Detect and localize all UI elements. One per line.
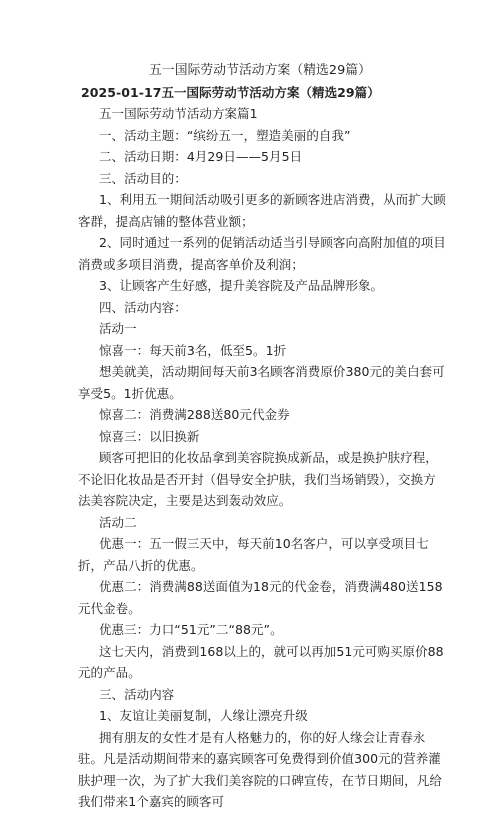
offer-three: 优惠三：力口“51元”二“88元”。	[99, 622, 283, 637]
activity-theme: 一、活动主题：“缤纷五一，塑造美丽的自我”	[99, 127, 351, 143]
friendship-detail: 拥有朋友的女性才是有人格魅力的，你的好人缘会让青春永驻。凡是活动期间带来的嘉宾顾客可免费得到价值300元的营养灌肤护理一次，为了扩大我们美容院的口碑宣传，在节日期间，凡给我们带来1个嘉宾的顾客可	[78, 729, 442, 809]
document-body	[78, 60, 448, 813]
section-three-heading: 三、活动内容	[99, 686, 175, 702]
activity-date: 二、活动日期：4月29日——5月5日	[99, 149, 303, 164]
activity-purpose-heading: 三、活动目的：	[99, 170, 187, 186]
surprise-three: 惊喜三：以旧换新	[99, 428, 200, 444]
purpose-item-2: 2、同时通过一系列的促销活动适当引导顾客向高附加值的项目消费或多项目消费，提高客单价及利润；	[78, 235, 446, 272]
surprise-two: 惊喜二：消费满288送80元代金券	[99, 407, 290, 422]
offer-one: 优惠一：五一假三天中，每天前10名客户，可以享受项目七折，产品八折的优惠。	[78, 536, 429, 573]
document-title: 五一国际劳动节活动方案（精选29篇）	[149, 63, 371, 78]
surprise-one: 惊喜一：每天前3名，低至5。1折	[99, 342, 287, 358]
document-date-title: 2025-01-17五一国际劳动节活动方案（精选29篇）	[81, 84, 380, 100]
activity-content-heading: 四、活动内容：	[99, 299, 187, 315]
purpose-item-1: 1、利用五一期间活动吸引更多的新顾客进店消费，从而扩大顾客群，提高店铺的整体营业额；	[78, 192, 446, 229]
exchange-detail: 顾客可把旧的化妆品拿到美容院换成新品，或是换护肤疗程，不论旧化妆品是否开封（倡导安全护肤，我们当场销毁），交换方法美容院决定，主要是达到轰动效应。	[78, 450, 438, 508]
offer-two: 优惠二：消费满88送面值为18元的代金卷，消费满480送158元代金卷。	[78, 579, 443, 616]
surprise-one-detail: 想美就美，活动期间每天前3名顾客消费原价380元的美白套可享受5。1折优惠。	[78, 364, 445, 401]
seven-day-offer: 这七天内，消费到168以上的，就可以再加51元可购买原价88元的产品。	[78, 643, 444, 680]
friendship-heading: 1、友谊让美丽复制，人缘让漂亮升级	[99, 708, 308, 723]
activity-one-label: 活动一	[99, 321, 137, 336]
purpose-item-3: 3、让顾客产生好感，提升美容院及产品品牌形象。	[99, 278, 384, 293]
section-heading: 五一国际劳动节活动方案篇1	[99, 106, 258, 121]
activity-two-label: 活动二	[99, 514, 137, 530]
